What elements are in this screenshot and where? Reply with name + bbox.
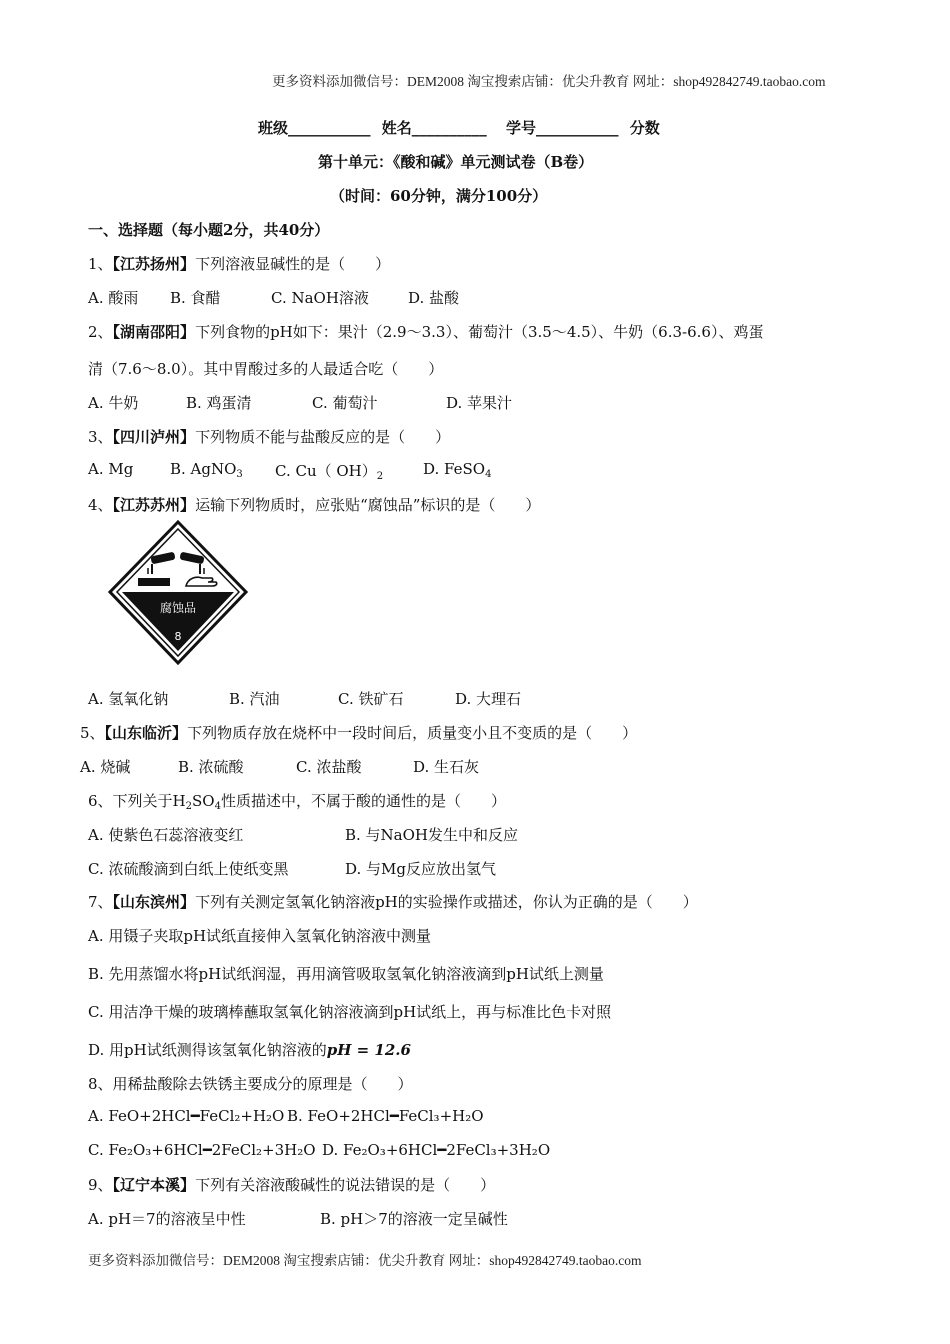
option-a: A. FeO+2HCl━FeCl₂+H₂O: [88, 1107, 285, 1125]
question-source-tag: 【江苏苏州】: [112, 496, 196, 514]
subscript: 2: [376, 471, 384, 482]
option-b: [170, 460, 243, 480]
option-c: C. 铁矿石: [338, 690, 404, 708]
question-number: 3、: [88, 428, 113, 446]
subscript: 4: [214, 801, 221, 812]
option-d-text: D. FeSO: [423, 460, 486, 478]
question-source-tag: 【湖南邵阳】: [112, 323, 196, 341]
option-c-text: C. Cu（ OH）: [275, 462, 377, 480]
sign-label: 腐蚀品: [159, 601, 197, 615]
option-a: A. 氢氧化钠: [88, 690, 169, 708]
option-c: C. 葡萄汁: [312, 394, 378, 412]
corroded-metal-icon: [138, 578, 170, 586]
subscript: 4: [485, 469, 492, 480]
page-title: 第十单元：《酸和碱》单元测试卷（B卷）: [318, 153, 594, 171]
option-a: A. 酸雨: [88, 289, 139, 307]
question-number: 8、: [88, 1075, 113, 1093]
page-subtitle: （时间：60分钟，满分100分）: [330, 187, 548, 205]
option-d: D. Fe₂O₃+6HCl━2FeCl₃+3H₂O: [322, 1141, 551, 1159]
subscript: 2: [185, 801, 193, 812]
option-c: C. 浓盐酸: [296, 758, 362, 776]
question-text: SO: [192, 792, 215, 810]
question-text: 下列物质存放在烧杯中一段时间后，质量变小且不变质的是（ ）: [187, 724, 638, 742]
question-6: [88, 790, 506, 812]
subscript: 3: [236, 469, 243, 480]
option-a: A. pH＝7的溶液呈中性: [88, 1210, 246, 1228]
student-id-blank: ___________: [536, 119, 619, 137]
name-label: 姓名: [381, 119, 412, 137]
student-id-label: 学号: [506, 119, 537, 137]
option-a: A. 用镊子夹取pH试纸直接伸入氢氧化钠溶液中测量: [88, 927, 432, 945]
hand-icon: [186, 577, 217, 586]
question-3: [88, 426, 450, 447]
question-7: [88, 891, 698, 912]
question-2-continued: 清（7.6～8.0）。其中胃酸过多的人最适合吃（ ）: [88, 360, 444, 378]
page-footer: 更多资料添加微信号：DEM2008 淘宝搜索店铺：优尖升教育 网址：shop492842749.taobao.com: [88, 1253, 642, 1268]
option-d: [88, 1039, 411, 1060]
score-label: 分数: [629, 119, 660, 137]
question-source-tag: 【山东滨州】: [112, 893, 196, 911]
question-4: [88, 494, 540, 515]
option-b: B. 汽油: [229, 690, 280, 708]
question-text: 用稀盐酸除去铁锈主要成分的原理是（ ）: [112, 1075, 413, 1093]
question-number: 4、: [88, 496, 113, 514]
option-d: D. 大理石: [455, 690, 522, 708]
question-8: [88, 1073, 413, 1094]
question-text: 性质描述中，不属于酸的通性的是（ ）: [220, 792, 506, 810]
option-a: A. 牛奶: [88, 394, 139, 412]
page-header: 更多资料添加微信号：DEM2008 淘宝搜索店铺：优尖升教育 网址：shop492842749.taobao.com: [272, 74, 826, 89]
option-d: [423, 460, 491, 480]
option-b: B. 与NaOH发生中和反应: [345, 826, 519, 844]
question-text: 下列有关溶液酸碱性的说法错误的是（ ）: [195, 1176, 496, 1194]
question-number: 9、: [88, 1176, 113, 1194]
corrosive-hazard-sign: [108, 520, 248, 665]
option-b: B. FeO+2HCl━FeCl₃+H₂O: [287, 1107, 484, 1125]
question-number: 2、: [88, 323, 113, 341]
student-info-line: [258, 117, 660, 138]
question-text: 运输下列物质时，应张贴“腐蚀品”标识的是（ ）: [195, 496, 541, 514]
question-number: 7、: [88, 893, 113, 911]
option-a: A. 烧碱: [80, 758, 131, 776]
option-c: C. NaOH溶液: [271, 289, 369, 307]
option-c: C. Fe₂O₃+6HCl━2FeCl₂+3H₂O: [88, 1141, 316, 1159]
question-5: [80, 722, 637, 743]
option-a: A. Mg: [88, 460, 134, 478]
question-source-tag: 【四川泸州】: [112, 428, 196, 446]
option-b: B. 食醋: [170, 289, 221, 307]
option-d: D. 苹果汁: [446, 394, 513, 412]
class-blank: ___________: [288, 119, 371, 137]
question-text: 下列有关测定氢氧化钠溶液pH的实验操作或描述，你认为正确的是（ ）: [195, 893, 698, 911]
question-source-tag: 【山东临沂】: [104, 724, 188, 742]
option-b: B. 浓硫酸: [178, 758, 244, 776]
question-source-tag: 【辽宁本溪】: [112, 1176, 196, 1194]
option-d: D. 生石灰: [413, 758, 480, 776]
question-text: 下列关于H: [112, 792, 186, 810]
option-c: C. 浓硫酸滴到白纸上使纸变黑: [88, 860, 289, 878]
option-c: [275, 460, 383, 482]
question-source-tag: 【江苏扬州】: [112, 255, 196, 273]
option-b: B. 鸡蛋清: [186, 394, 252, 412]
name-blank: __________: [411, 119, 487, 137]
option-d-text: D. 用pH试纸测得该氢氧化钠溶液的: [88, 1041, 327, 1059]
section-heading: 一、选择题（每小题2分，共40分）: [88, 221, 330, 239]
question-text: 下列溶液显碱性的是（ ）: [195, 255, 391, 273]
question-1: [88, 253, 390, 274]
question-9: [88, 1174, 495, 1195]
class-label: 班级: [258, 119, 289, 137]
question-number: 5、: [80, 724, 105, 742]
option-b: B. pH＞7的溶液一定呈碱性: [320, 1210, 508, 1228]
option-b-text: B. AgNO: [170, 460, 237, 478]
option-c: C. 用洁净干燥的玻璃棒蘸取氢氧化钠溶液滴到pH试纸上，再与标准比色卡对照: [88, 1003, 612, 1021]
question-number: 1、: [88, 255, 113, 273]
question-number: 6、: [88, 792, 113, 810]
option-d: D. 盐酸: [408, 289, 460, 307]
question-2: [88, 321, 763, 342]
sign-class-number: 8: [174, 630, 182, 643]
option-b: B. 先用蒸馏水将pH试纸润湿，再用滴管吸取氢氧化钠溶液滴到pH试纸上测量: [88, 965, 604, 983]
option-a: A. 使紫色石蕊溶液变红: [88, 826, 244, 844]
option-d: D. 与Mg反应放出氢气: [345, 860, 496, 878]
ph-formula: pH = 12.6: [326, 1041, 411, 1059]
question-text: 下列食物的pH如下：果汁（2.9～3.3）、葡萄汁（3.5～4.5）、牛奶（6.3-6.6）、鸡蛋: [195, 323, 764, 341]
question-text: 下列物质不能与盐酸反应的是（ ）: [195, 428, 451, 446]
